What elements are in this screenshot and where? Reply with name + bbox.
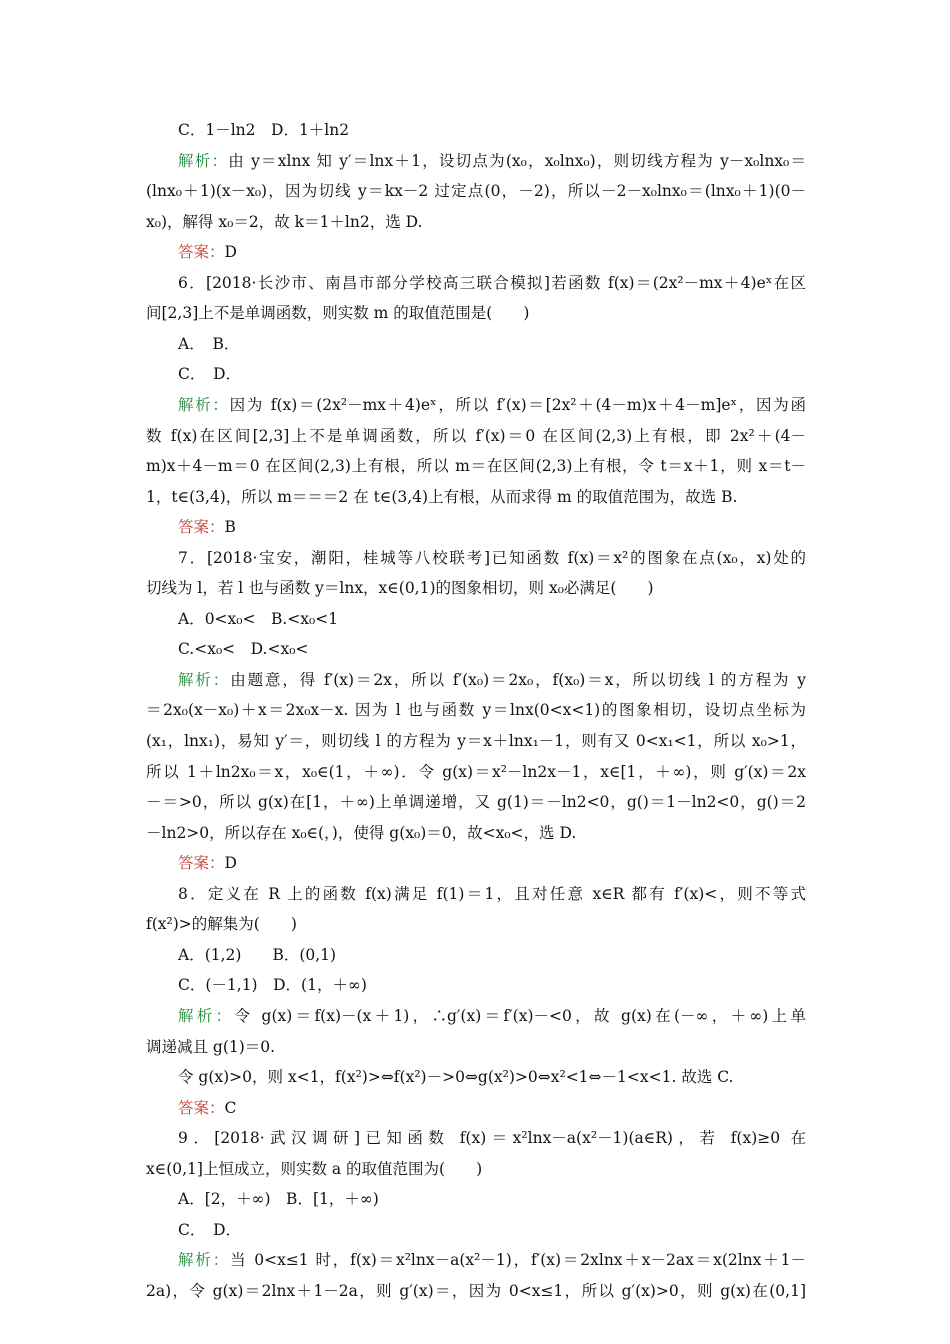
line-text: C．1－ln2 D．1＋ln2 — [178, 121, 350, 139]
text-line — [178, 972, 806, 999]
line-text: 7．[2018·宝安，潮阳，桂城等八校联考]已知函数 f(x)＝x²的图象在点(x₀，x)处的 — [178, 549, 806, 567]
line-text: 由 y＝xlnx 知 y′＝lnx＋1，设切点为(x₀，x₀lnx₀)，则切线方程为 y－x₀lnx₀＝ — [228, 152, 806, 170]
text-line — [146, 911, 806, 938]
line-text: A． B． — [178, 335, 240, 353]
text-line — [146, 820, 806, 847]
text-line — [146, 178, 806, 205]
line-text: C — [224, 1099, 237, 1117]
text-line — [178, 148, 806, 175]
line-text: (lnx₀＋1)(x－x₀)，因为切线 y＝kx－2 过定点(0，－2)，所以－2－x₀lnx₀＝(lnx₀＋1)(0－ — [146, 182, 806, 200]
text-line — [178, 117, 806, 144]
text-line — [146, 1278, 806, 1305]
text-line — [146, 484, 806, 511]
line-text: D — [224, 854, 237, 872]
text-line — [178, 636, 806, 663]
text-line — [146, 759, 806, 786]
line-text: 令 g(x)>0，则 x<1，f(x²)>⇔f(x²)－>0⇔g(x²)>0⇔x²<1⇔－1<x<1. 故选 C. — [178, 1068, 734, 1086]
text-line — [178, 545, 806, 572]
line-text: 因为 f(x)＝(2x²－mx＋4)eˣ，所以 f′(x)＝[2x²＋(4－m)x＋4－m]eˣ，因为函 — [229, 396, 806, 414]
line-text: 间[2,3]上不是单调函数，则实数 m 的取值范围是( ) — [146, 304, 530, 322]
text-line — [178, 606, 806, 633]
text-line — [178, 1217, 806, 1244]
text-line — [146, 728, 806, 755]
text-line — [178, 331, 806, 358]
text-line — [146, 453, 806, 480]
jiexi-label: 解析： — [178, 1007, 235, 1025]
text-line — [146, 1156, 806, 1183]
text-line — [178, 1003, 806, 1030]
text-line — [178, 1095, 806, 1122]
daan-label: 答案： — [178, 243, 225, 261]
text-line — [178, 1064, 806, 1091]
jiexi-label: 解析： — [178, 396, 230, 414]
line-text: C.<x₀< D.<x₀< — [178, 640, 309, 658]
line-text: 1，t∈(3,4)，所以 m＝＝＝2 在 t∈(3,4)上有根，从而求得 m 的取值范围为，故选 B. — [146, 488, 738, 506]
jiexi-label: 解析： — [178, 152, 229, 170]
text-line — [146, 423, 806, 450]
line-text: 所以 1＋ln2x₀＝x，x₀∈(1，＋∞)．令 g(x)＝x²－ln2x－1，x∈[1，＋∞)，则 g′(x)＝2x — [146, 763, 806, 781]
text-line — [178, 1186, 806, 1213]
daan-label: 答案： — [178, 518, 225, 536]
line-text: x∈(0,1]上恒成立，则实数 a 的取值范围为( ) — [146, 1160, 483, 1178]
text-line — [146, 575, 806, 602]
line-text: C．(－1,1) D．(1，＋∞) — [178, 976, 367, 994]
text-line — [178, 239, 806, 266]
line-text: C． D． — [178, 365, 242, 383]
line-text: －ln2>0，所以存在 x₀∈(，)，使得 g(x₀)＝0，故<x₀<，选 D. — [146, 824, 577, 842]
line-text: 2a)，令 g(x)＝2lnx＋1－2a，则 g′(x)＝，因为 0<x≤1，所以 g′(x)>0，则 g(x)在(0,1] — [146, 1282, 806, 1300]
line-text: 令 g(x)＝f(x)－(x＋1)，∴g′(x)＝f′(x)－<0，故 g(x)在(－∞，＋∞)上单 — [234, 1007, 806, 1025]
line-text: f(x²)>的解集为( ) — [146, 915, 297, 933]
text-line — [146, 1034, 806, 1061]
line-text: 8．定义在 R 上的函数 f(x)满足 f(1)＝1，且对任意 x∈R 都有 f′(x)<，则不等式 — [178, 885, 806, 903]
line-text: A．(1,2) B．(0,1) — [178, 946, 337, 964]
line-text: 当 0<x≤1 时，f(x)＝x²lnx－a(x²－1)，f′(x)＝2xlnx＋x－2ax＝x(2lnx＋1－ — [230, 1251, 806, 1269]
line-text: B — [224, 518, 236, 536]
text-line — [146, 209, 806, 236]
text-line — [178, 942, 806, 969]
daan-label: 答案： — [178, 1099, 225, 1117]
line-text: (x₁，lnx₁)，易知 y′＝，则切线 l 的方程为 y＝x＋lnx₁－1，则有又 0<x₁<1，所以 x₀>1， — [146, 732, 806, 750]
line-text: A．0<x₀< B.<x₀<1 — [178, 610, 339, 628]
text-line — [178, 392, 806, 419]
text-line — [178, 667, 806, 694]
text-line — [178, 1247, 806, 1274]
jiexi-label: 解析： — [178, 671, 231, 689]
line-text: x₀)，解得 x₀＝2，故 k＝1＋ln2，选 D. — [146, 213, 423, 231]
text-line — [178, 514, 806, 541]
text-line — [146, 697, 806, 724]
line-text: 6．[2018·长沙市、南昌市部分学校高三联合模拟]若函数 f(x)＝(2x²－mx＋4)eˣ在区 — [178, 274, 806, 292]
line-text: ＝2x₀(x－x₀)＋x＝2x₀x－x. 因为 l 也与函数 y＝lnx(0<x<1)的图象相切，设切点坐标为 — [146, 701, 806, 719]
jiexi-label: 解析： — [178, 1251, 231, 1269]
daan-label: 答案： — [178, 854, 225, 872]
text-line — [178, 1125, 806, 1152]
line-text: 数 f(x)在区间[2,3]上不是单调函数，所以 f′(x)＝0 在区间(2,3)上有根，即 2x²＋(4－ — [146, 427, 806, 445]
text-line — [146, 789, 806, 816]
line-text: C． D． — [178, 1221, 242, 1239]
text-line — [178, 881, 806, 908]
text-line — [178, 850, 806, 877]
line-text: 由题意，得 f′(x)＝2x，所以 f′(x₀)＝2x₀，f(x₀)＝x，所以切线 l 的方程为 y — [230, 671, 806, 689]
line-text: －＝>0，所以 g(x)在[1，＋∞)上单调递增，又 g(1)＝－ln2<0，g()＝1－ln2<0，g()＝2 — [146, 793, 806, 811]
text-line — [178, 270, 806, 297]
line-text: 调递减且 g(1)＝0. — [146, 1038, 276, 1056]
text-line — [178, 361, 806, 388]
line-text: D — [224, 243, 237, 261]
line-text: 9．[2018·武汉调研]已知函数 f(x)＝x²lnx－a(x²－1)(a∈R)，若 f(x)≥0 在 — [178, 1129, 806, 1147]
text-line — [146, 300, 806, 327]
line-text: 切线为 l，若 l 也与函数 y＝lnx，x∈(0,1)的图象相切，则 x₀必满足( ) — [146, 579, 654, 597]
line-text: m)x＋4－m＝0 在区间(2,3)上有根，所以 m＝在区间(2,3)上有根，令 t＝x＋1，则 x＝t－ — [146, 457, 806, 475]
line-text: A．[2，＋∞) B．[1，＋∞) — [178, 1190, 379, 1208]
